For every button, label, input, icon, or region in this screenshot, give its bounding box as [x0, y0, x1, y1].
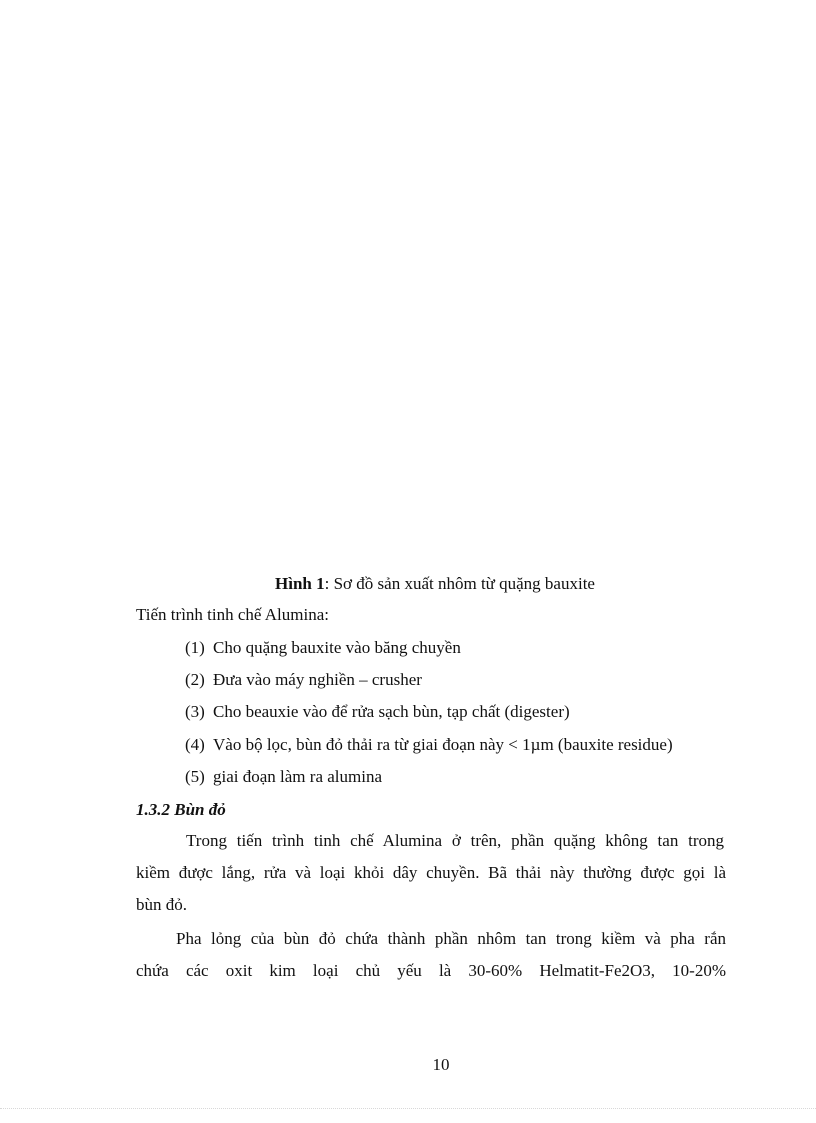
- process-intro: Tiến trình tinh chế Alumina:: [136, 605, 329, 624]
- step-text: giai đoạn làm ra alumina: [213, 767, 382, 786]
- step-number: (4): [185, 735, 205, 754]
- figure-caption-text: : Sơ đồ sản xuất nhôm từ quặng bauxite: [324, 574, 595, 593]
- step-text: Cho beauxie vào để rửa sạch bùn, tạp chất (digester): [213, 702, 570, 721]
- figure-label: Hình 1: [275, 574, 325, 593]
- step-text: Đưa vào máy nghiền – crusher: [213, 670, 422, 689]
- paragraph-line: chứa các oxit kim loại chủ yếu là 30-60% Helmatit-Fe2O3, 10-20%: [136, 961, 726, 980]
- paragraph-line: bùn đỏ.: [136, 895, 187, 914]
- figure-caption: [0, 574, 816, 594]
- process-step: [185, 735, 673, 755]
- process-step: [185, 702, 570, 722]
- section-heading: 1.3.2 Bùn đỏ: [136, 800, 226, 819]
- page-number: 10: [432, 1055, 450, 1074]
- paragraph-line: Trong tiến trình tinh chế Alumina ở trên, phần quặng không tan trong: [186, 831, 724, 850]
- step-text: Cho quặng bauxite vào băng chuyền: [213, 638, 461, 657]
- step-number: (1): [185, 638, 205, 657]
- process-step: [185, 767, 382, 787]
- process-step: [185, 638, 461, 658]
- step-text: Vào bộ lọc, bùn đỏ thải ra từ giai đoạn này < 1µm (bauxite residue): [213, 735, 673, 754]
- step-number: (5): [185, 767, 205, 786]
- step-number: (2): [185, 670, 205, 689]
- paragraph-line: Pha lỏng của bùn đỏ chứa thành phần nhôm tan trong kiềm và pha rắn: [176, 929, 726, 948]
- step-number: (3): [185, 702, 205, 721]
- page-edge-divider: [0, 1108, 816, 1109]
- paragraph-line: kiềm được lắng, rửa và loại khỏi dây chuyền. Bã thải này thường được gọi là: [136, 863, 726, 882]
- process-step: [185, 670, 422, 690]
